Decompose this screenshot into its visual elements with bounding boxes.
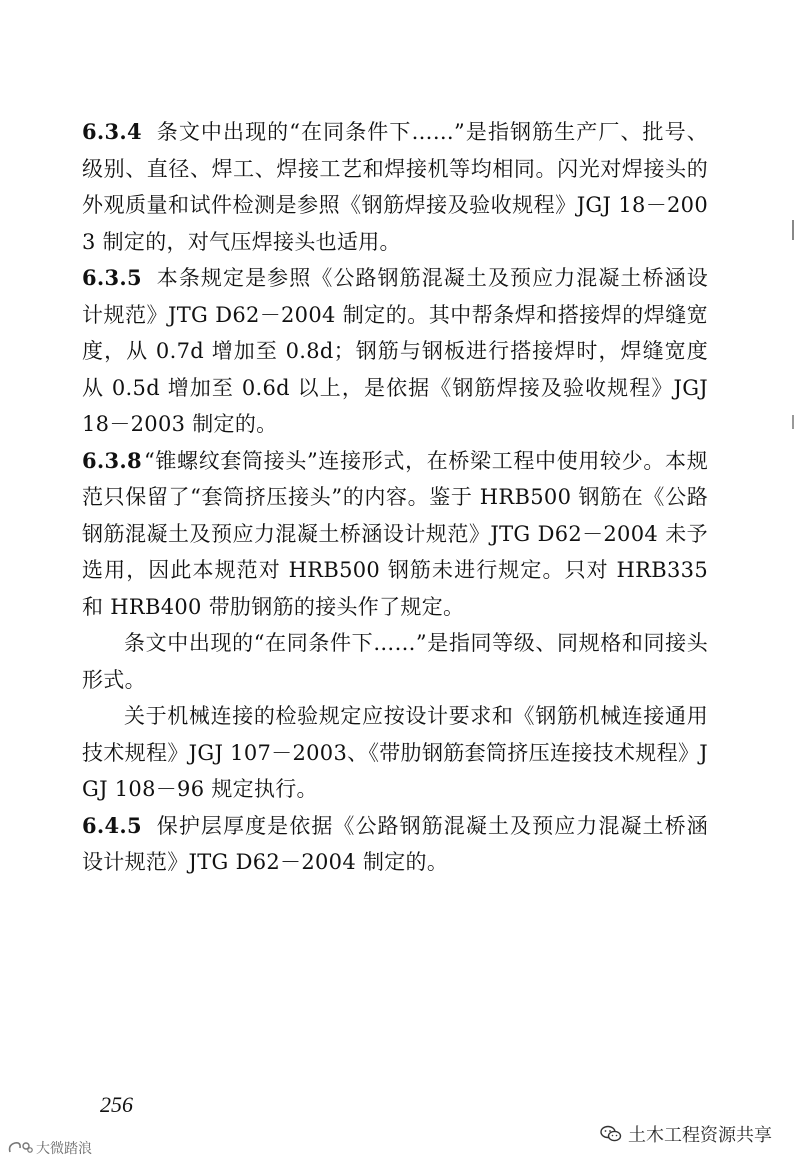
page-number: 256 [100, 1092, 133, 1117]
section-text: 本条规定是参照《公路钢筋混凝土及预应力混凝土桥涵设计规范》JTG D62－2004 制定的。其中帮条焊和搭接焊的焊缝宽度，从 0.7d 增加至 0.8d；钢筋与钢板进行搭接焊时，焊缝宽度从 0.5d 增加至 0.6d 以上，是依据《钢筋焊接及验收规程》JGJ 18－2003 制定的。 [82, 266, 708, 436]
section-6-3-5 [82, 260, 708, 443]
section-6-4-5 [82, 808, 708, 881]
watermark [600, 1121, 772, 1147]
watermark-left [6, 1138, 92, 1158]
section-text: 保护层厚度是依据《公路钢筋混凝土及预应力混凝土桥涵设计规范》JTG D62－2004 制定的。 [82, 813, 708, 874]
document-body [82, 114, 708, 881]
logo-icon [6, 1139, 34, 1157]
section-number: 6.3.8 [82, 447, 142, 473]
section-paragraph: 关于机械连接的检验规定应按设计要求和《钢筋机械连接通用技术规程》JGJ 107－2003、《带肋钢筋套筒挤压连接技术规程》JGJ 108－96 规定执行。 [82, 704, 708, 801]
wechat-icon [600, 1125, 622, 1143]
section-number: 6.3.4 [82, 119, 142, 144]
scan-artifact [792, 415, 794, 429]
section-paragraph: 条文中出现的“在同条件下……”是指同等级、同规格和同接头形式。 [82, 631, 708, 692]
section-number: 6.3.5 [82, 265, 142, 290]
section-6-3-8 [82, 443, 708, 626]
section-6-3-4 [82, 114, 708, 260]
scan-artifact [792, 220, 794, 240]
section-text: 条文中出现的“在同条件下……”是指钢筋生产厂、批号、级别、直径、焊工、焊接工艺和焊接机等均相同。闪光对焊接头的外观质量和试件检测是参照《钢筋焊接及验收规程》JGJ 18－2003 制定的，对气压焊接头也适用。 [82, 120, 708, 254]
watermark-label: 土木工程资源共享 [628, 1125, 772, 1146]
section-number: 6.4.5 [82, 812, 142, 838]
section-text: “锥螺纹套筒接头”连接形式，在桥梁工程中使用较少。本规范只保留了“套筒挤压接头”的内容。鉴于 HRB500 钢筋在《公路钢筋混凝土及预应力混凝土桥涵设计规范》JTG D62－2004 未予选用，因此本规范对 HRB500 钢筋未进行规定。只对 HRB335 和 HRB400 带肋钢筋的接头作了规定。 [82, 448, 709, 619]
watermark-left-label: 大微踏浪 [36, 1141, 92, 1157]
